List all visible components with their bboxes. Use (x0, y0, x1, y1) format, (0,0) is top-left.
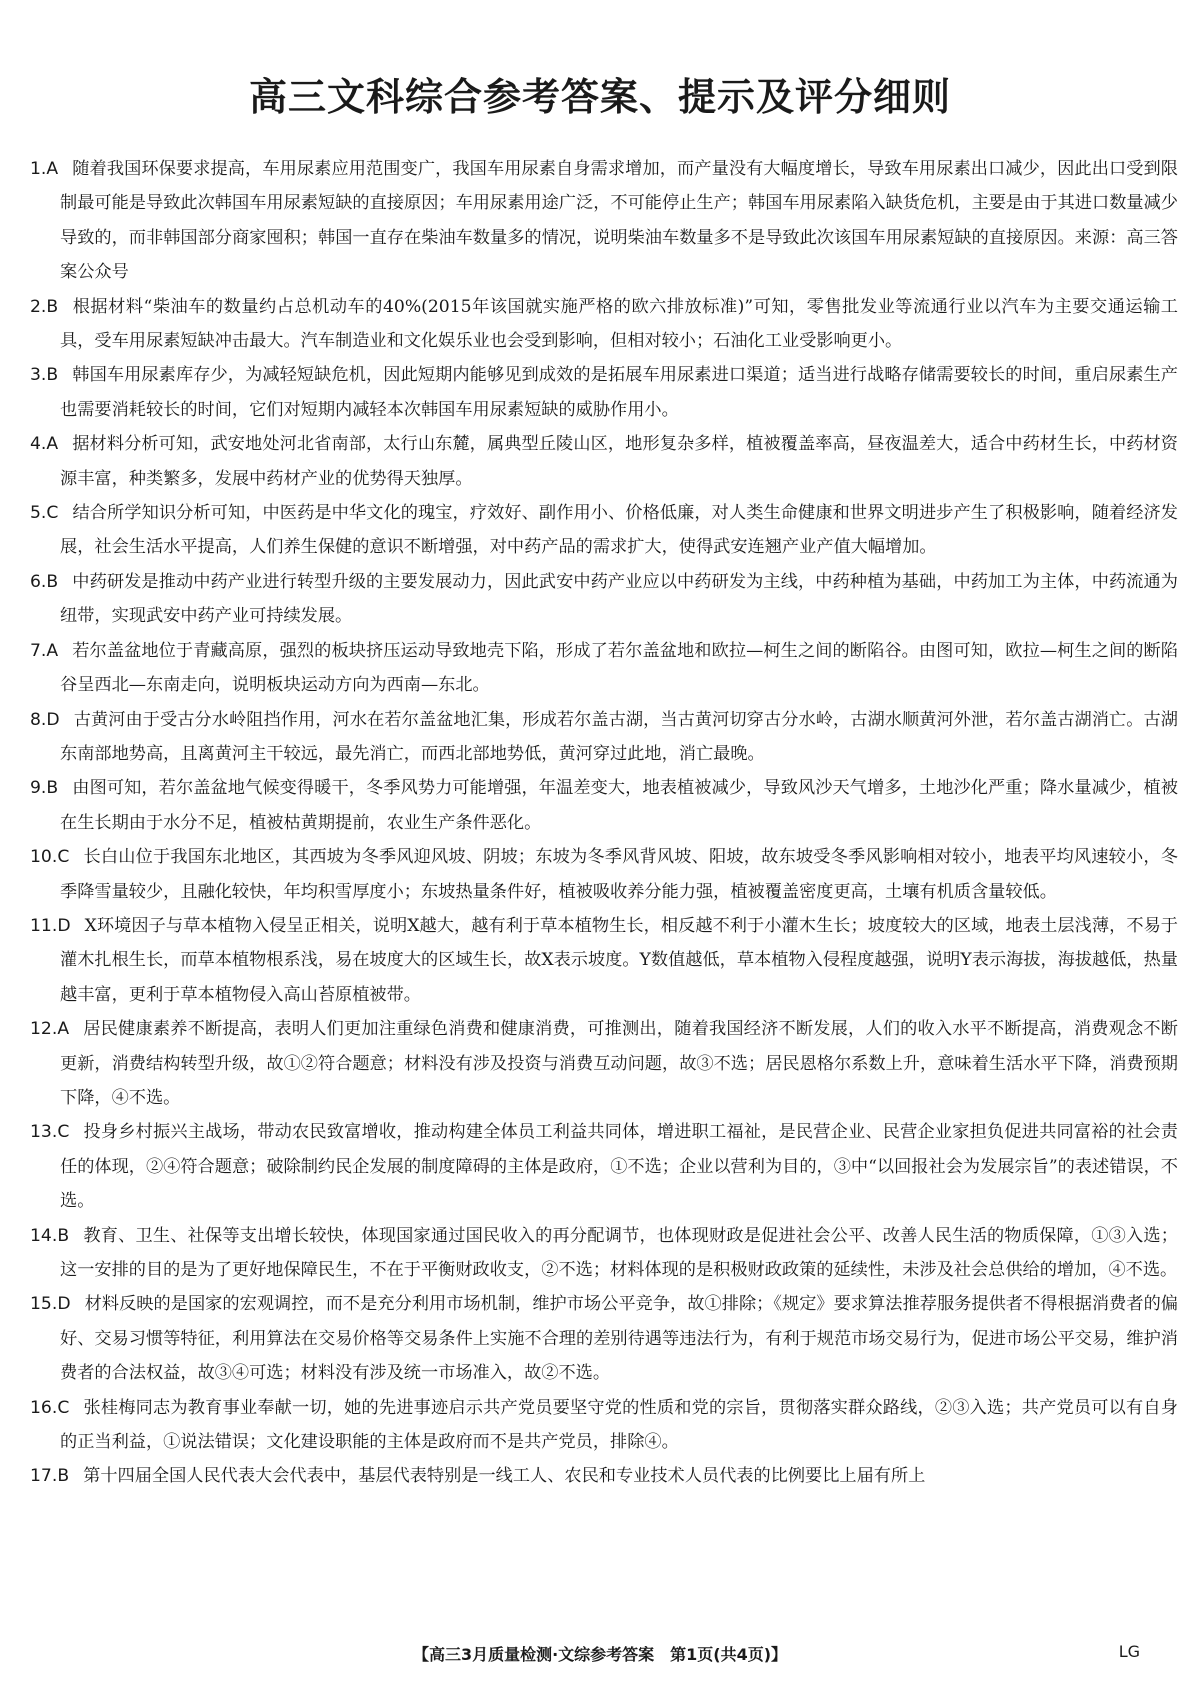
answer-item (30, 358, 1178, 427)
answer-item (30, 909, 1178, 1012)
answer-number: 4. (30, 434, 47, 455)
answer-choice: D (57, 915, 71, 936)
answer-choice: C (57, 1397, 70, 1418)
answer-number: 7. (30, 640, 47, 661)
answer-item (30, 496, 1178, 565)
answer-list (30, 152, 1178, 1494)
answer-choice: A (57, 1019, 70, 1040)
answer-choice: C (57, 847, 70, 868)
answer-explanation: 结合所学知识分析可知，中医药是中华文化的瑰宝，疗效好、副作用小、价格低廉，对人类生命健康和世界文明进步产生了积极影响，随着经济发展，社会生活水平提高，人们养生保健的意识不断增强，对中药产品的需求扩大，使得武安连翘产业产值大幅增加。 (60, 503, 1178, 558)
answer-choice: D (57, 1294, 71, 1315)
answer-number: 14. (30, 1225, 58, 1246)
answer-item (30, 290, 1178, 359)
answer-item (30, 152, 1178, 290)
answer-number: 17. (30, 1466, 58, 1487)
answer-choice: C (46, 503, 59, 524)
answer-choice: B (46, 296, 59, 317)
answer-explanation: 教育、卫生、社保等支出增长较快，体现国家通过国民收入的再分配调节，也体现财政是促进社会公平、改善人民生活的物质保障，①③入选；这一安排的目的是为了更好地保障民生，不在于平衡财政收支，②不选；材料体现的是积极财政政策的延续性，未涉及社会总供给的增加，④不选。 (60, 1225, 1178, 1280)
answer-number: 13. (30, 1122, 58, 1143)
answer-item (30, 634, 1178, 703)
answer-explanation: 根据材料“柴油车的数量约占总机动车的40%(2015年该国就实施严格的欧六排放标准)”可知，零售批发业等流通行业以汽车为主要交通运输工具，受车用尿素短缺冲击最大。汽车制造业和文化娱乐业也会受到影响，但相对较小；石油化工业受影响更小。 (60, 296, 1178, 352)
answer-number: 5. (30, 503, 47, 524)
answer-choice: C (57, 1122, 70, 1143)
answer-explanation: 第十四届全国人民代表大会代表中，基层代表特别是一线工人、农民和专业技术人员代表的比例要比上届有所上 (83, 1466, 926, 1487)
answer-item (30, 771, 1178, 840)
answer-item (30, 703, 1178, 772)
answer-item (30, 427, 1178, 496)
answer-item (30, 1012, 1178, 1115)
answer-number: 2. (30, 296, 47, 317)
answer-explanation: X环境因子与草本植物入侵呈正相关，说明X越大，越有利于草本植物生长，相反越不利于小灌木生长；坡度较大的区域，地表土层浅薄，不易于灌木扎根生长，而草本植物根系浅，易在坡度大的区域生长，故X表示坡度。Y数值越低，草本植物入侵程度越强，说明Y表示海拔，海拔越低，热量越丰富，更利于草本植物侵入高山苔原植被带。 (60, 915, 1178, 1005)
answer-explanation: 长白山位于我国东北地区，其西坡为冬季风迎风坡、阴坡；东坡为冬季风背风坡、阳坡，故东坡受冬季风影响相对较小，地表平均风速较小，冬季降雪量较少，且融化较快，年均积雪厚度小；东坡热量条件好，植被吸收养分能力强，植被覆盖密度更高，土壤有机质含量较低。 (60, 847, 1178, 902)
answer-number: 8. (30, 709, 47, 730)
footer-code: LG (1118, 1642, 1140, 1661)
answer-explanation: 中药研发是推动中药产业进行转型升级的主要发展动力，因此武安中药产业应以中药研发为主线，中药种植为基础，中药加工为主体，中药流通为纽带，实现武安中药产业可持续发展。 (60, 571, 1178, 627)
answer-choice: A (46, 434, 59, 455)
answer-item (30, 1391, 1178, 1460)
answer-explanation: 韩国车用尿素库存少，为减轻短缺危机，因此短期内能够见到成效的是拓展车用尿素进口渠道；适当进行战略存储需要较长的时间，重启尿素生产也需要消耗较长的时间，它们对短期内减轻本次韩国车用尿素短缺的威胁作用小。 (60, 365, 1178, 420)
footer-page-info: 【高三3月质量检测·文综参考答案 第1页(共4页)】 (412, 1645, 788, 1664)
answer-item (30, 1115, 1178, 1218)
answer-item (30, 1459, 1178, 1493)
answer-item (30, 1287, 1178, 1390)
answer-choice: A (46, 159, 59, 179)
answer-number: 9. (30, 778, 47, 799)
answer-choice: B (46, 778, 59, 799)
answer-explanation: 随着我国环保要求提高，车用尿素应用范围变广，我国车用尿素自身需求增加，而产量没有大幅度增长，导致车用尿素出口减少，因此出口受到限制最可能是导致此次韩国车用尿素短缺的直接原因；车用尿素用途广泛，不可能停止生产；韩国车用尿素陷入缺货危机，主要是由于其进口数量减少导致的，而非韩国部分商家囤积；韩国一直存在柴油车数量多的情况，说明柴油车数量多不是导致此次该国车用尿素短缺的直接原因。来源：高三答案公众号 (60, 159, 1178, 283)
answer-number: 1. (30, 159, 47, 179)
answer-number: 16. (30, 1397, 58, 1418)
answer-number: 11. (30, 915, 58, 936)
answer-item (30, 840, 1178, 909)
answer-explanation: 由图可知，若尔盖盆地气候变得暖干，冬季风势力可能增强，年温差变大，地表植被减少，导致风沙天气增多，土地沙化严重；降水量减少，植被在生长期由于水分不足，植被枯黄期提前，农业生产条件恶化。 (60, 778, 1178, 833)
page-title: 高三文科综合参考答案、提示及评分细则 (248, 75, 951, 119)
answer-explanation: 材料反映的是国家的宏观调控，而不是充分利用市场机制，维护市场公平竞争，故①排除；《规定》要求算法推荐服务提供者不得根据消费者的偏好、交易习惯等特征，利用算法在交易价格等交易条件上实施不合理的差别待遇等违法行为，有利于规范市场交易行为，促进市场公平交易，维护消费者的合法权益，故③④可选；材料没有涉及统一市场准入，故②不选。 (60, 1294, 1178, 1384)
answer-choice: B (46, 365, 59, 386)
answer-number: 15. (30, 1294, 58, 1315)
answer-explanation: 据材料分析可知，武安地处河北省南部，太行山东麓，属典型丘陵山区，地形复杂多样，植被覆盖率高，昼夜温差大，适合中药材生长，中药材资源丰富，种类繁多，发展中药材产业的优势得天独厚。 (60, 434, 1178, 489)
answer-choice: D (46, 709, 60, 730)
answer-explanation: 居民健康素养不断提高，表明人们更加注重绿色消费和健康消费，可推测出，随着我国经济不断发展，人们的收入水平不断提高，消费观念不断更新，消费结构转型升级，故①②符合题意；材料没有涉及投资与消费互动问题，故③不选；居民恩格尔系数上升，意味着生活水平下降，消费预期下降，④不选。 (60, 1019, 1178, 1108)
answer-item (30, 565, 1178, 634)
answer-number: 12. (30, 1019, 58, 1040)
answer-choice: A (46, 640, 59, 661)
answer-choice: B (57, 1225, 70, 1246)
answer-explanation: 若尔盖盆地位于青藏高原，强烈的板块挤压运动导致地壳下陷，形成了若尔盖盆地和欧拉—柯生之间的断陷谷。由图可知，欧拉—柯生之间的断陷谷呈西北—东南走向，说明板块运动方向为西南—东北。 (60, 640, 1178, 696)
answer-item (30, 1219, 1178, 1288)
answer-number: 3. (30, 365, 47, 386)
answer-explanation: 张桂梅同志为教育事业奉献一切，她的先进事迹启示共产党员要坚守党的性质和党的宗旨，贯彻落实群众路线，②③入选；共产党员可以有自身的正当利益，①说法错误；文化建设职能的主体是政府而不是共产党员，排除④。 (60, 1397, 1178, 1453)
answer-number: 6. (30, 571, 47, 592)
answer-explanation: 古黄河由于受古分水岭阻挡作用，河水在若尔盖盆地汇集，形成若尔盖古湖，当古黄河切穿古分水岭，古湖水顺黄河外泄，若尔盖古湖消亡。古湖东南部地势高，且离黄河主干较远，最先消亡，而西北部地势低，黄河穿过此地，消亡最晚。 (60, 709, 1178, 764)
answer-explanation: 投身乡村振兴主战场，带动农民致富增收，推动构建全体员工利益共同体，增进职工福祉，是民营企业、民营企业家担负促进共同富裕的社会责任的体现，②④符合题意；破除制约民企发展的制度障碍的主体是政府，①不选；企业以营利为目的，③中“以回报社会为发展宗旨”的表述错误，不选。 (60, 1122, 1178, 1212)
answer-choice: B (46, 571, 59, 592)
answer-choice: B (57, 1466, 70, 1487)
answer-number: 10. (30, 847, 58, 868)
